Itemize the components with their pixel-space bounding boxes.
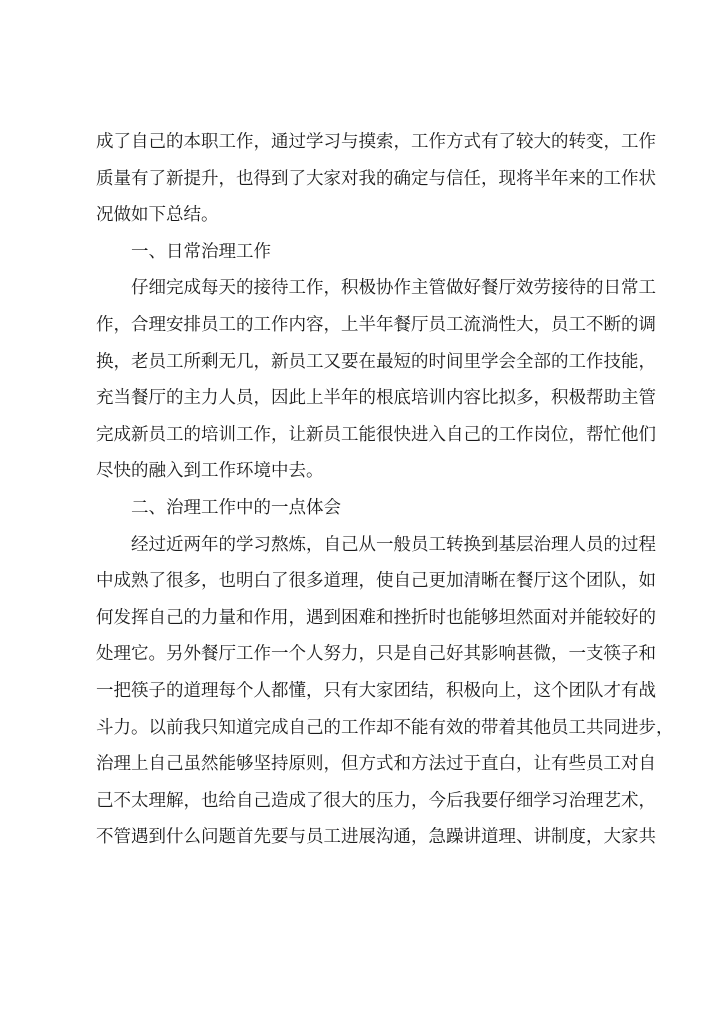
document-body — [96, 124, 674, 856]
text-line: 己不太理解，也给自己造成了很大的压力，今后我要仔细学习治理艺术， — [96, 790, 656, 811]
text-line: 成了自己的本职工作，通过学习与摸索，工作方式有了较大的转变，工作 — [96, 132, 656, 152]
text-line: 尽快的融入到工作环境中去。 — [96, 461, 324, 482]
text-line: 治理上自己虽然能够坚持原则，但方式和方法过于直白，让有些员工对自 — [96, 754, 656, 775]
text-line: 经过近两年的学习熬炼，自己从一般员工转换到基层治理人员的过程 — [131, 534, 656, 555]
text-line: 完成新员工的培训工作，让新员工能很快进入自己的工作岗位，帮忙他们 — [96, 424, 656, 445]
text-line: 处理它。另外餐厅工作一个人努力，只是自己好其影响甚微，一支筷子和 — [96, 644, 656, 665]
text-line: 况做如下总结。 — [96, 205, 219, 226]
text-line: 中成熟了很多，也明白了很多道理，使自己更加清晰在餐厅这个团队，如 — [96, 571, 656, 592]
text-line: 不管遇到什么问题首先要与员工进展沟通，急躁讲道理、讲制度，大家共 — [96, 827, 656, 848]
section-heading: 一、日常治理工作 — [131, 241, 271, 262]
text-line: 换，老员工所剩无几，新员工又要在最短的时间里学会全部的工作技能， — [96, 351, 656, 372]
text-line: 质量有了新提升，也得到了大家对我的确定与信任，现将半年来的工作状 — [96, 168, 656, 189]
text-line: 仔细完成每天的接待工作，积极协作主管做好餐厅效劳接待的日常工 — [131, 278, 656, 299]
text-line: 作，合理安排员工的工作内容，上半年餐厅员工流淌性大，员工不断的调 — [96, 314, 656, 335]
section-heading: 二、治理工作中的一点体会 — [131, 497, 341, 518]
text-line: 充当餐厅的主力人员，因此上半年的根底培训内容比拟多，积极帮助主管 — [96, 388, 656, 409]
text-line: 斗力。以前我只知道完成自己的工作却不能有效的带着其他员工共同进步， — [96, 717, 674, 738]
text-line: 何发挥自己的力量和作用，遇到困难和挫折时也能够坦然面对并能较好的 — [96, 607, 656, 628]
text-line: 一把筷子的道理每个人都懂，只有大家团结，积极向上，这个团队才有战 — [96, 680, 656, 701]
